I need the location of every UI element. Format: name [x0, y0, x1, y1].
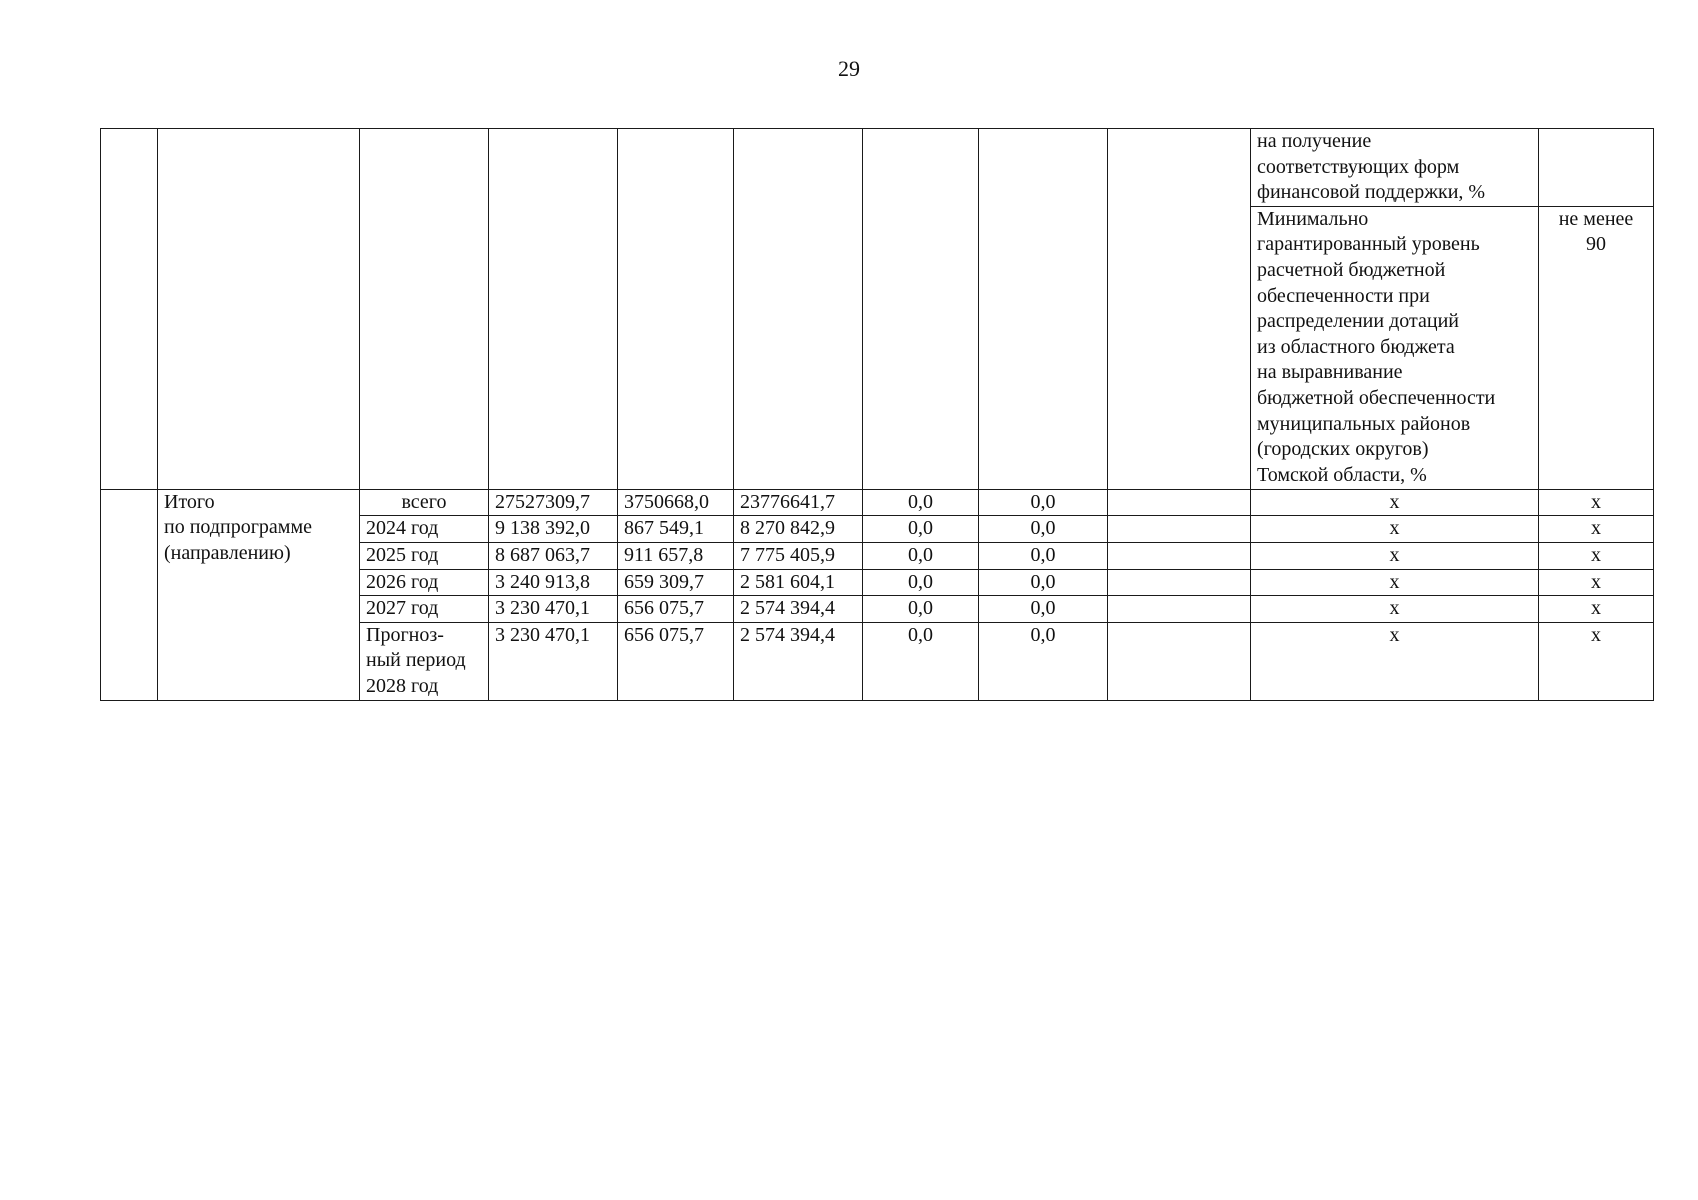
cell-executor [1108, 596, 1251, 623]
cell-number [101, 489, 158, 700]
federal-amount-cell: 911 657,8 [618, 542, 734, 569]
period-cell [360, 622, 489, 700]
indicator-mark-cell: х [1251, 622, 1539, 700]
other-amount-cell: 0,0 [979, 542, 1108, 569]
indicator-mark-cell: х [1251, 542, 1539, 569]
value-mark-cell: х [1539, 622, 1654, 700]
other-amount-cell: 0,0 [979, 622, 1108, 700]
indicator-line: на выравнивание [1257, 361, 1403, 384]
period-cell: 2024 год [360, 516, 489, 543]
federal-amount-cell: 659 309,7 [618, 569, 734, 596]
forecast-period-line: 2028 год [366, 674, 439, 697]
indicator-name [1251, 129, 1539, 207]
regional-amount-cell: 23776641,7 [734, 489, 863, 516]
total-amount-cell: 3 230 470,1 [489, 596, 618, 623]
period-cell: всего [360, 489, 489, 516]
value-mark-cell: х [1539, 569, 1654, 596]
local-amount-cell: 0,0 [863, 542, 979, 569]
cell-executor [1108, 569, 1251, 596]
total-amount-cell: 3 230 470,1 [489, 622, 618, 700]
cell-executor [1108, 516, 1251, 543]
budget-table [100, 128, 1654, 701]
page-number: 29 [838, 56, 860, 81]
cell-total [489, 129, 618, 490]
indicator-line: (городских округов) [1257, 438, 1429, 461]
federal-amount-cell: 656 075,7 [618, 596, 734, 623]
total-label [158, 489, 360, 700]
indicator-line: Минимально [1257, 207, 1369, 230]
cell-federal [618, 129, 734, 490]
indicator-line: расчетной бюджетной [1257, 258, 1446, 281]
federal-amount-cell: 656 075,7 [618, 622, 734, 700]
regional-amount-cell: 7 775 405,9 [734, 542, 863, 569]
cell-executor [1108, 622, 1251, 700]
indicator-line: обеспеченности при [1257, 284, 1430, 307]
indicator-target [1539, 206, 1654, 489]
local-amount-cell: 0,0 [863, 569, 979, 596]
local-amount-cell: 0,0 [863, 622, 979, 700]
indicator-name [1251, 206, 1539, 489]
indicator-line: муниципальных районов [1257, 412, 1471, 435]
indicator-line: гарантированный уровень [1257, 233, 1480, 256]
federal-amount-cell: 867 549,1 [618, 516, 734, 543]
indicator-line: распределении дотаций [1257, 310, 1459, 333]
other-amount-cell: 0,0 [979, 516, 1108, 543]
local-amount-cell: 0,0 [863, 489, 979, 516]
regional-amount-cell: 2 574 394,4 [734, 596, 863, 623]
period-cell: 2026 год [360, 569, 489, 596]
cell-executor [1108, 129, 1251, 490]
indicator-mark-cell: х [1251, 569, 1539, 596]
cell-period [360, 129, 489, 490]
other-amount-cell: 0,0 [979, 596, 1108, 623]
indicator-value [1539, 129, 1654, 207]
indicator-mark-cell: х [1251, 596, 1539, 623]
period-cell: 2027 год [360, 596, 489, 623]
indicator-row-1 [101, 129, 1654, 207]
cell-other [979, 129, 1108, 490]
indicator-line: на получение [1257, 130, 1372, 152]
indicator-line: бюджетной обеспеченности [1257, 386, 1496, 409]
federal-amount-cell: 3750668,0 [618, 489, 734, 516]
indicator-line: из областного бюджета [1257, 335, 1455, 358]
total-label-line: Итого [164, 490, 215, 513]
other-amount-cell: 0,0 [979, 569, 1108, 596]
cell-local [863, 129, 979, 490]
regional-amount-cell: 8 270 842,9 [734, 516, 863, 543]
indicator-line: соответствующих форм [1257, 155, 1460, 178]
value-mark-cell: х [1539, 489, 1654, 516]
indicator-line: Томской области, % [1257, 463, 1427, 486]
other-amount-cell: 0,0 [979, 489, 1108, 516]
total-amount-cell: 27527309,7 [489, 489, 618, 516]
period-cell: 2025 год [360, 542, 489, 569]
total-label-line: по подпрограмме [164, 516, 312, 539]
cell-name [158, 129, 360, 490]
indicator-line: финансовой поддержки, % [1257, 181, 1486, 204]
total-amount-cell: 8 687 063,7 [489, 542, 618, 569]
value-mark-cell: х [1539, 596, 1654, 623]
value-mark-cell: х [1539, 516, 1654, 543]
total-amount-cell: 3 240 913,8 [489, 569, 618, 596]
regional-amount-cell: 2 574 394,4 [734, 622, 863, 700]
total-amount-cell: 9 138 392,0 [489, 516, 618, 543]
value-mark-cell: х [1539, 542, 1654, 569]
indicator-mark-cell: х [1251, 489, 1539, 516]
regional-amount-cell: 2 581 604,1 [734, 569, 863, 596]
total-label-line: (направлению) [164, 541, 291, 564]
total-row [101, 489, 1654, 516]
indicator-mark-cell: х [1251, 516, 1539, 543]
indicator-target-line: не менее [1558, 207, 1634, 230]
cell-regional [734, 129, 863, 490]
local-amount-cell: 0,0 [863, 516, 979, 543]
indicator-target-line: 90 [1586, 233, 1606, 256]
cell-executor [1108, 489, 1251, 516]
forecast-period-line: ный период [366, 649, 466, 672]
cell-number [101, 129, 158, 490]
local-amount-cell: 0,0 [863, 596, 979, 623]
forecast-period-line: Прогноз- [366, 623, 444, 646]
cell-executor [1108, 542, 1251, 569]
